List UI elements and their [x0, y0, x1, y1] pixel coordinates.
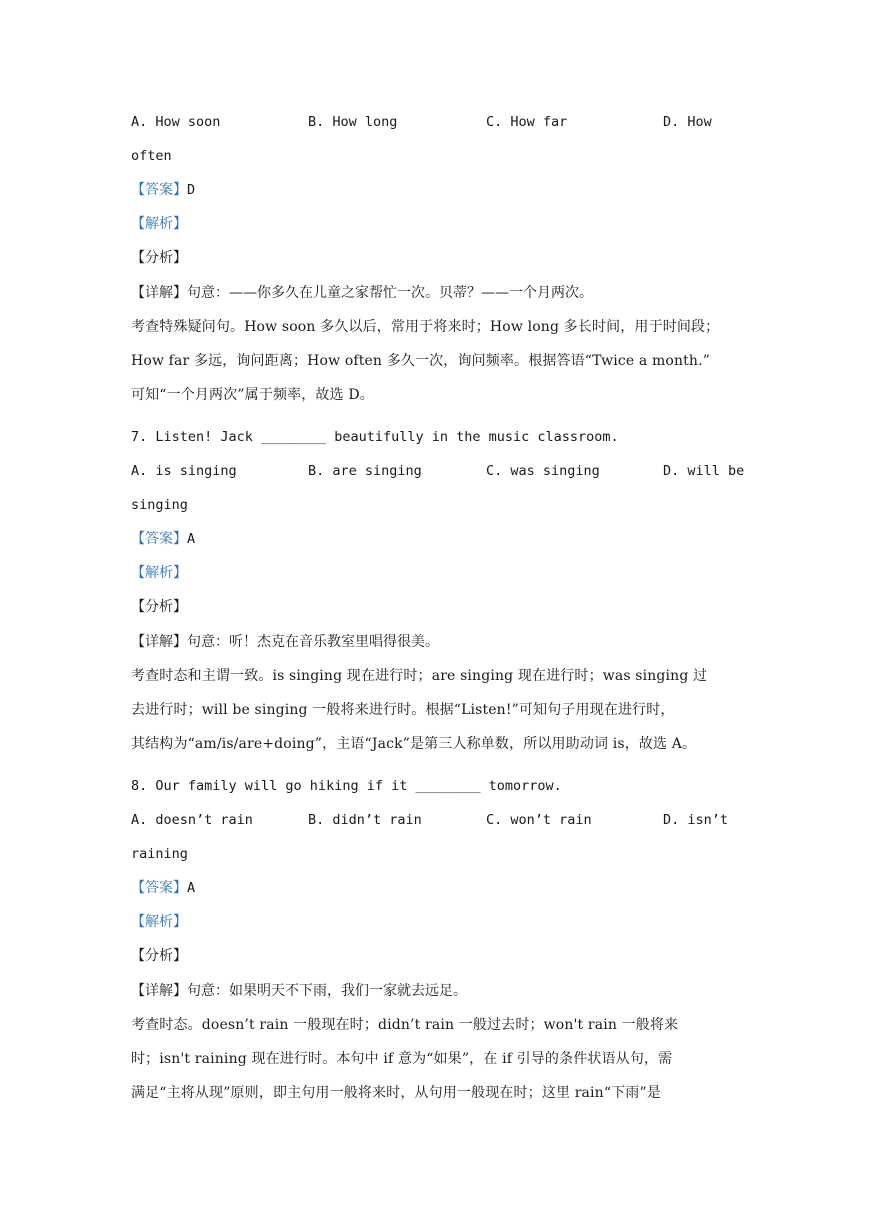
answer-value: D — [187, 182, 196, 198]
q6-explanation-line: 考查特殊疑问句。How soon 多久以后，常用于将来时；How long 多长时间，用于时间段； — [131, 319, 720, 335]
q6-option-b: B. How long — [308, 114, 398, 130]
q8-question: 8. Our family will go hiking if it ________ tomorrow. — [131, 778, 562, 794]
q7-detail — [131, 632, 741, 652]
answer-label: 【答案】 — [131, 531, 187, 547]
q6-detail — [131, 283, 741, 303]
q6-explanation-line: 可知“一个月两次”属于频率，故选 D。 — [131, 387, 374, 403]
detail-label: 【详解】 — [131, 285, 187, 301]
q7-option-a: A. is singing — [131, 463, 237, 479]
q7-option-d: D. will be — [663, 463, 745, 479]
q6-options — [131, 112, 751, 132]
q8-options — [131, 810, 751, 830]
q6-answer — [131, 180, 741, 200]
answer-value: A — [187, 880, 196, 896]
q8-explanation-line: 时；isn't raining 现在进行时。本句中 if 意为“如果”，在 if 引导的条件状语从句，需 — [131, 1051, 673, 1067]
detail-text: 句意：——你多久在儿童之家帮忙一次。贝蒂？——一个月两次。 — [187, 285, 593, 301]
q8-explanation-line: 考查时态。doesn’t rain 一般现在时；didn’t rain 一般过去时；won't rain 一般将来 — [131, 1017, 679, 1033]
detail-text: 句意：听！杰克在音乐教室里唱得很美。 — [187, 634, 439, 650]
answer-value: A — [187, 531, 196, 547]
q7-question: 7. Listen! Jack ________ beautifully in the music classroom. — [131, 429, 619, 445]
q8-option-c: C. won’t rain — [486, 812, 592, 828]
q7-options — [131, 461, 751, 481]
q7-option-wrap: singing — [131, 497, 188, 513]
q8-answer — [131, 878, 741, 898]
q6-option-wrap: often — [131, 148, 172, 164]
fenxi-label: 【分析】 — [131, 599, 187, 615]
q6-explanation-line: How far 多远，询问距离；How often 多久一次，询问频率。根据答语“Twice a month.” — [131, 353, 711, 369]
q8-option-b: B. didn’t rain — [308, 812, 422, 828]
q8-option-a: A. doesn’t rain — [131, 812, 253, 828]
answer-label: 【答案】 — [131, 182, 187, 198]
detail-text: 句意：如果明天不下雨，我们一家就去远足。 — [187, 983, 467, 999]
q8-option-wrap: raining — [131, 846, 188, 862]
q8-option-d: D. isn’t — [663, 812, 729, 828]
q7-option-c: C. was singing — [486, 463, 600, 479]
q7-option-b: B. are singing — [308, 463, 422, 479]
analysis-label: 【解析】 — [131, 914, 187, 930]
q7-explanation-line: 去进行时；will be singing 一般将来进行时。根据“Listen!”可知句子用现在进行时， — [131, 702, 675, 718]
detail-label: 【详解】 — [131, 983, 187, 999]
q6-option-a: A. How soon — [131, 114, 221, 130]
q6-option-d: D. How — [663, 114, 712, 130]
q7-answer — [131, 529, 741, 549]
analysis-label: 【解析】 — [131, 216, 187, 232]
q8-explanation-line: 满足“主将从现”原则，即主句用一般将来时，从句用一般现在时；这里 rain“下雨”是 — [131, 1085, 661, 1101]
analysis-label: 【解析】 — [131, 565, 187, 581]
q7-explanation-line: 考查时态和主谓一致。is singing 现在进行时；are singing 现在进行时；was singing 过 — [131, 668, 708, 684]
fenxi-label: 【分析】 — [131, 250, 187, 266]
answer-label: 【答案】 — [131, 880, 187, 896]
detail-label: 【详解】 — [131, 634, 187, 650]
q7-explanation-line: 其结构为“am/is/are+doing”，主语“Jack”是第三人称单数，所以用助动词 is，故选 A。 — [131, 736, 697, 752]
q6-option-c: C. How far — [486, 114, 568, 130]
fenxi-label: 【分析】 — [131, 948, 187, 964]
q8-detail — [131, 981, 741, 1001]
